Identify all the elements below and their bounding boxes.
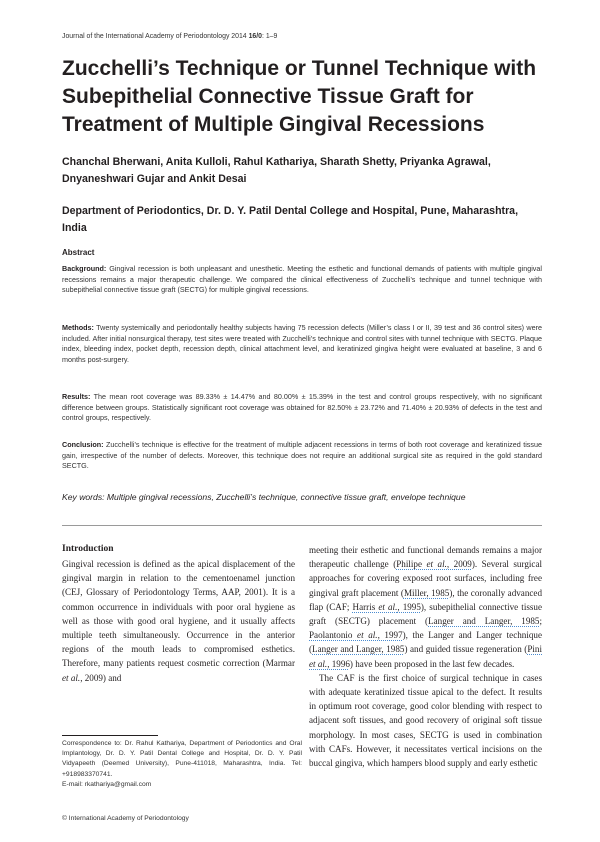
citation-year: , 2009 <box>446 559 472 570</box>
text-run: ), the coronally advanced flap (CAF; <box>309 587 543 612</box>
correspondence-footnote <box>62 739 302 790</box>
methods-label: Methods: <box>62 323 94 332</box>
abstract-background <box>62 264 542 296</box>
text-run: ). Several surgical approaches for covering exposed root surfaces, including free gingival graft placement ( <box>309 559 543 598</box>
text-run: ), the Langer and Langer technique ( <box>309 630 543 655</box>
volume-issue: 16/0 <box>248 33 262 40</box>
text-run: ), subepithelial connective tissue graft (SECTG) placement ( <box>309 601 543 627</box>
abstract-heading: Abstract <box>62 248 95 257</box>
et-al: et al. <box>309 658 328 669</box>
conclusion-text: Zucchelli’s technique is effective for the treatment of multiple adjacent recessions in terms of both root coverage and keratinized tissue gain, irrespective of the number of defects. Moreover, this technique does not require an additional surgical site as required in the gold standard SECTG. <box>62 440 542 471</box>
results-text: The mean root coverage was 89.33% ± 14.47% and 80.00% ± 15.39% in the test and control groups respectively, with no significant difference between groups. Statistically significant root coverage was obtained for 82.50% ± 23.72% and 71.40% ± 20.93% of defects in the test and control groups, respectively. <box>62 392 542 423</box>
correspondence-text: Correspondence to: Dr. Rahul Kathariya, Department of Periodontics and Oral Implantology, Dr. D. Y. Patil Dental College and Hospital, Dr. D. Y. Patil Vidyapeeth (Deemed University), Pune-411018, Maharashtra, India. Tel: +918983370741. <box>62 740 302 778</box>
section-divider <box>62 525 542 526</box>
results-label: Results: <box>62 392 91 401</box>
citation-link[interactable] <box>353 602 421 612</box>
citation-link[interactable]: Langer and Langer, 1985 <box>312 644 405 655</box>
et-al: et al. <box>378 601 398 612</box>
running-head <box>62 33 277 40</box>
intro-right-paragraph-2 <box>309 671 542 770</box>
text-run: ) and guided tissue regeneration ( <box>404 644 528 655</box>
conclusion-label: Conclusion: <box>62 440 104 449</box>
citation-author: Paolantonio <box>309 630 358 641</box>
methods-text: Twenty systemically and periodontally healthy subjects having 75 recession defects (Miller’s class I or II, 39 test and 36 control sites) were included. After initial nonsurgical therapy, test sites were treated with Zucchelli’s technique and control sites with tunnel technique with SECTG. Plaque index, bleeding index, pocket depth, recession depth, clinical attachment level, and keratinized gingiva height were evaluated at baseline, 3 and 6 months post-surgery. <box>62 323 542 364</box>
footnote-rule <box>62 735 158 736</box>
introduction-heading: Introduction <box>62 544 114 554</box>
copyright-notice: © International Academy of Periodontology <box>62 815 189 822</box>
intro-left-text: Gingival recession is defined as the apical displacement of the gingival margin in relation to the cementoenamel junction (CEJ, Glossary of Periodontology Terms, AAP, 2001). It is a common occurrence in individuals with poor oral hygiene as well as those with good oral hygiene, and it usually affects multiple teeth simultaneously. Occurrence in the anterior regions of the mouth leads to compromised esthetics. Therefore, many patients request cosmetic correction (Marmar <box>62 559 295 669</box>
background-text: Gingival recession is both unpleasant and unesthetic. Meeting the esthetic and functional demands of patients with multiple gingival recessions remains a major therapeutic challenge. We compared the clinical effectiveness of Zucchelli’s technique and tunnel technique with subepithelial connective tissue graft (SECTG) for multiple gingival recessions. <box>62 264 542 295</box>
et-al: et al. <box>62 672 81 683</box>
citation-year: , 1997 <box>377 630 403 641</box>
intro-left-column <box>62 557 295 685</box>
et-al: et al. <box>357 630 378 641</box>
journal-name: Journal of the International Academy of Periodontology 2014 <box>62 33 249 40</box>
citation-author: Harris <box>352 601 379 612</box>
intro-right-column <box>309 543 542 770</box>
text-run: ; <box>539 616 542 627</box>
article-title: Zucchelli’s Technique or Tunnel Technique with Subepithelial Connective Tissue Graft for Treatment of Multiple Gingival Recessions <box>62 57 537 136</box>
citation-author: Philipe <box>396 559 427 570</box>
abstract-results <box>62 392 542 424</box>
affiliation: Department of Periodontics, Dr. D. Y. Patil Dental College and Hospital, Pune, Maharashtra, India <box>62 205 519 234</box>
page-range: : 1–9 <box>261 33 278 40</box>
text-run: The CAF is the first choice of surgical technique in cases with adequate keratinized tissue apical to the defect. It results in optimum root coverage, good color blending with respect to adjacent soft tissues, and good recovery of original soft tissue morphology. In most cases, SECTG is used in combination with CAFs. However, it necessitates vertical incisions on the buccal gingiva, which hampers blood supply and early esthetic <box>309 672 542 769</box>
intro-right-paragraph-1 <box>309 543 542 671</box>
citation-link[interactable] <box>309 630 403 640</box>
citation-author: Pini <box>527 644 542 655</box>
citation-link[interactable] <box>396 559 472 569</box>
abstract-conclusion <box>62 440 542 472</box>
correspondence-email[interactable]: E-mail: rkathariya@gmail.com <box>62 780 152 788</box>
keywords: Key words: Multiple gingival recessions, Zucchelli’s technique, connective tissue graft, envelope technique <box>62 492 466 502</box>
background-label: Background: <box>62 264 107 273</box>
citation-link[interactable]: Langer and Langer, 1985 <box>428 616 540 627</box>
abstract-methods <box>62 323 542 365</box>
citation-year: , 1995 <box>397 601 421 612</box>
citation-year: , 1996 <box>327 658 350 669</box>
author-list: Chanchal Bherwani, Anita Kulloli, Rahul Kathariya, Sharath Shetty, Priyanka Agrawal, Dnyaneshwari Gujar and Ankit Desai <box>62 156 491 185</box>
citation-link[interactable]: Miller, 1985 <box>403 587 450 598</box>
text-run: meeting their esthetic and functional demands remains a major therapeutic challenge ( <box>309 545 542 570</box>
et-al: et al. <box>426 559 447 570</box>
text-run: ) have been proposed in the last few decades. <box>349 658 515 669</box>
intro-left-text-end: , 2009) and <box>80 672 122 683</box>
